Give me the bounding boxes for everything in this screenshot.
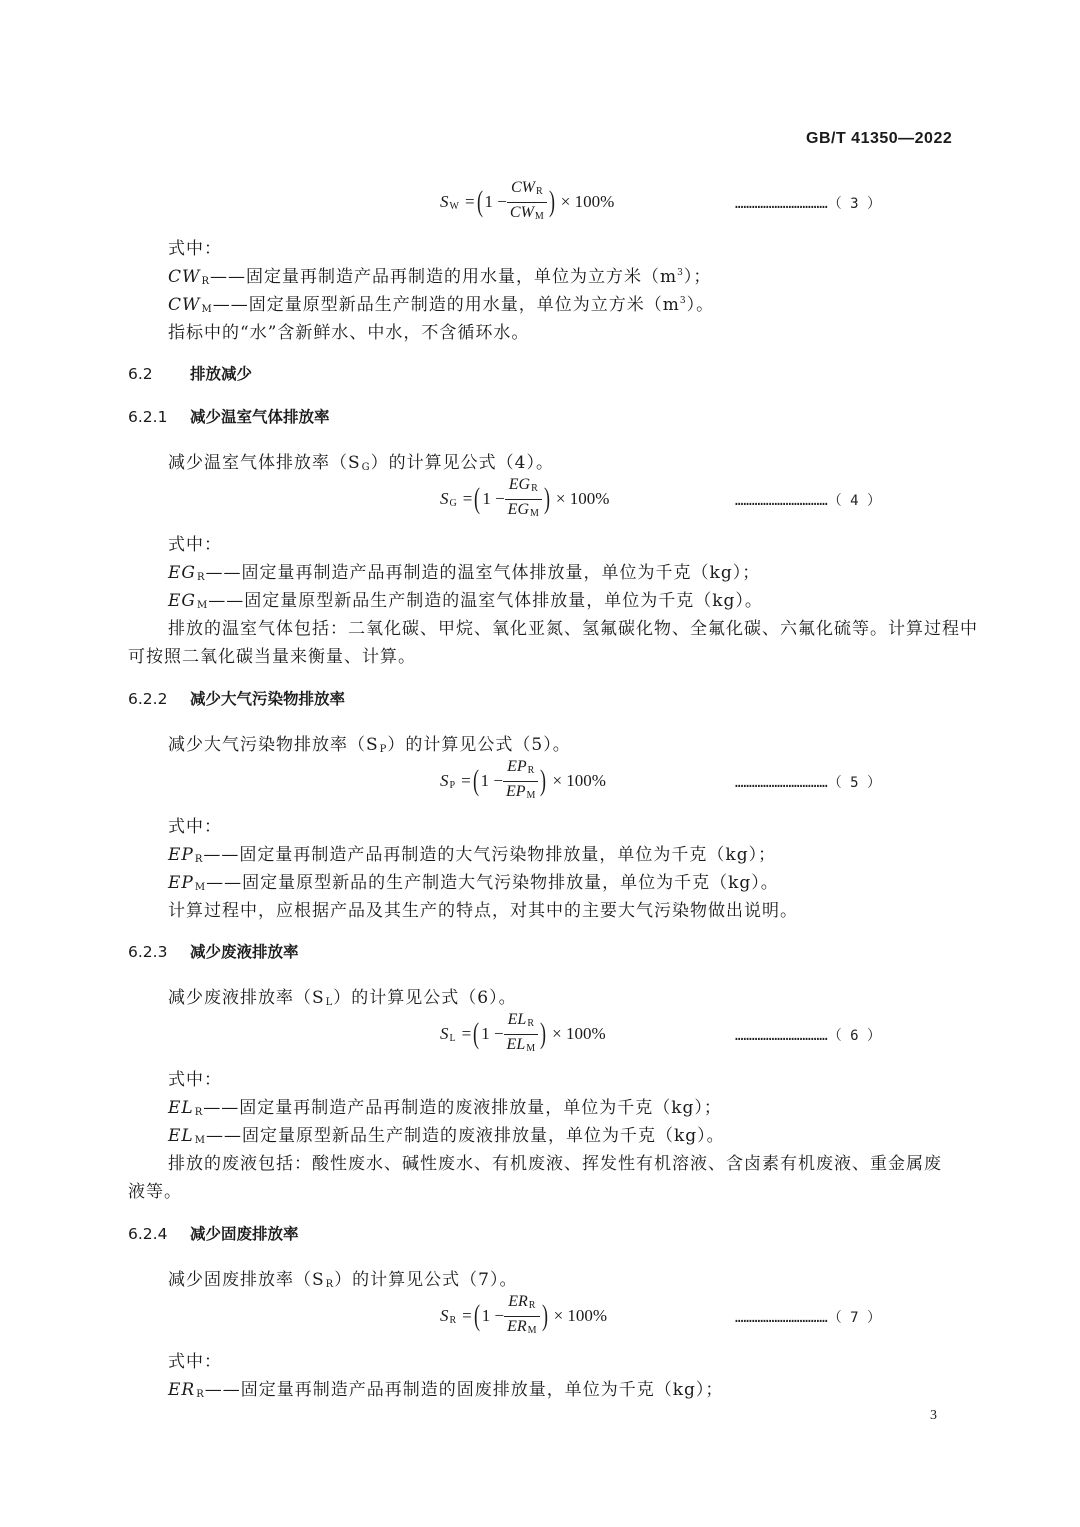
where-label: 式中： bbox=[168, 1352, 222, 1372]
fraction-denominator: $CW_M$ bbox=[509, 203, 544, 222]
intro-6-2-3: 减少废液排放率$(S_L)$的计算见公式（6）。 bbox=[168, 988, 517, 1008]
intro-6-2-1: 减少温室气体排放率$(S_G)$的计算见公式（4）。 bbox=[168, 453, 554, 473]
section-heading-6-2-4: 6.2.4 减少固废排放率 bbox=[128, 1225, 299, 1243]
air-note: 计算过程中，应根据产品及其生产的特点，对其中的主要大气污染物做出说明。 bbox=[168, 901, 798, 921]
definition-el-r: $EL_R——$固定量再制造产品再制造的废液排放量，单位为千克（kg）； bbox=[168, 1098, 722, 1118]
one-minus: 1 − bbox=[484, 192, 507, 211]
standard-number: GB/T 41350—2022 bbox=[806, 130, 953, 147]
equation-number-6: ……………………………（ 6 ） bbox=[735, 1028, 882, 1044]
equation-number-4: ……………………………（ 4 ） bbox=[735, 493, 882, 509]
formula-4: $S_G$ = ( 1 − $\frac{EG_R}{EG_M}$ ) × 100% bbox=[440, 475, 609, 523]
water-note: 指标中的“水”含新鲜水、中水，不含循环水。 bbox=[168, 323, 530, 343]
section-heading-6-2: 6.2 排放减少 bbox=[128, 365, 253, 383]
definition-ep-m: $EP_M——$固定量原型新品的生产制造大气污染物排放量，单位为千克（kg）。 bbox=[168, 873, 779, 893]
page-number: 3 bbox=[930, 1408, 937, 1423]
equation-number-7: ……………………………（ 7 ） bbox=[735, 1310, 882, 1326]
formula-lhs: S bbox=[440, 192, 449, 211]
definition-er-r: $ER_R——$固定量再制造产品再制造的固废排放量，单位为千克（kg）； bbox=[168, 1380, 724, 1400]
section-heading-6-2-3: 6.2.3 减少废液排放率 bbox=[128, 943, 299, 961]
where-label: 式中： bbox=[168, 817, 222, 837]
formula-multiplier: × 100% bbox=[560, 192, 615, 211]
fraction-numerator: $CW_R$ bbox=[507, 178, 547, 203]
definition-cw-m: $CW_M——$固定量原型新品生产制造的用水量，单位为立方米$(m^3)$。 bbox=[168, 295, 715, 315]
close-paren: ) bbox=[548, 185, 555, 218]
equals-sign: = bbox=[464, 192, 475, 211]
equation-number-3: ……………………………（ 3 ） bbox=[735, 196, 882, 212]
formula-lhs-sub: W bbox=[449, 201, 459, 212]
ghg-note-line-2: 可按照二氧化碳当量来衡量、计算。 bbox=[128, 647, 416, 667]
equation-number-5: ……………………………（ 5 ） bbox=[735, 775, 882, 791]
section-heading-6-2-1: 6.2.1 减少温室气体排放率 bbox=[128, 408, 330, 426]
definition-ep-r: $EP_R——$固定量再制造产品再制造的大气污染物排放量，单位为千克（kg）； bbox=[168, 845, 777, 865]
where-label: 式中： bbox=[168, 535, 222, 555]
intro-6-2-4: 减少固废排放率$(S_R)$的计算见公式（7）。 bbox=[168, 1270, 518, 1290]
fraction bbox=[507, 178, 547, 227]
where-label: 式中： bbox=[168, 1070, 222, 1090]
definition-eg-m: $EG_M——$固定量原型新品生产制造的温室气体排放量，单位为千克（kg）。 bbox=[168, 591, 763, 611]
intro-6-2-2: 减少大气污染物排放率$(S_P)$的计算见公式（5）。 bbox=[168, 735, 571, 755]
liquid-note-line-2: 液等。 bbox=[128, 1182, 182, 1202]
formula-3 bbox=[440, 178, 614, 226]
formula-6: $S_L$ = ( 1 − $\frac{EL_R}{EL_M}$ ) × 100% bbox=[440, 1010, 606, 1058]
fraction: $\frac{EL_R}{EL_M}$ bbox=[504, 1010, 539, 1059]
definition-el-m: $EL_M——$固定量原型新品生产制造的废液排放量，单位为千克（kg）。 bbox=[168, 1126, 725, 1146]
formula-7: $S_R$ = ( 1 − $\frac{ER_R}{ER_M}$ ) × 100% bbox=[440, 1292, 607, 1340]
fraction: $\frac{ER_R}{ER_M}$ bbox=[504, 1292, 539, 1341]
ghg-note-line-1: 排放的温室气体包括：二氧化碳、甲烷、氧化亚氮、氢氟碳化物、全氟化碳、六氟化硫等。计算过程中 bbox=[168, 619, 978, 639]
fraction: $\frac{EG_R}{EG_M}$ bbox=[505, 475, 542, 524]
liquid-note-line-1: 排放的废液包括：酸性废水、碱性废水、有机废液、挥发性有机溶液、含卤素有机废液、重金属废 bbox=[168, 1154, 942, 1174]
where-label: 式中： bbox=[168, 239, 222, 259]
definition-cw-r: $CW_R——$固定量再制造产品再制造的用水量，单位为立方米$(m^3)$； bbox=[168, 267, 712, 287]
formula-5: $S_P$ = ( 1 − $\frac{EP_R}{EP_M}$ ) × 100% bbox=[440, 757, 606, 805]
definition-eg-r: $EG_R——$固定量再制造产品再制造的温室气体排放量，单位为千克（kg）； bbox=[168, 563, 761, 583]
fraction: $\frac{EP_R}{EP_M}$ bbox=[503, 757, 538, 806]
open-paren: ( bbox=[476, 185, 483, 218]
section-heading-6-2-2: 6.2.2 减少大气污染物排放率 bbox=[128, 690, 346, 708]
